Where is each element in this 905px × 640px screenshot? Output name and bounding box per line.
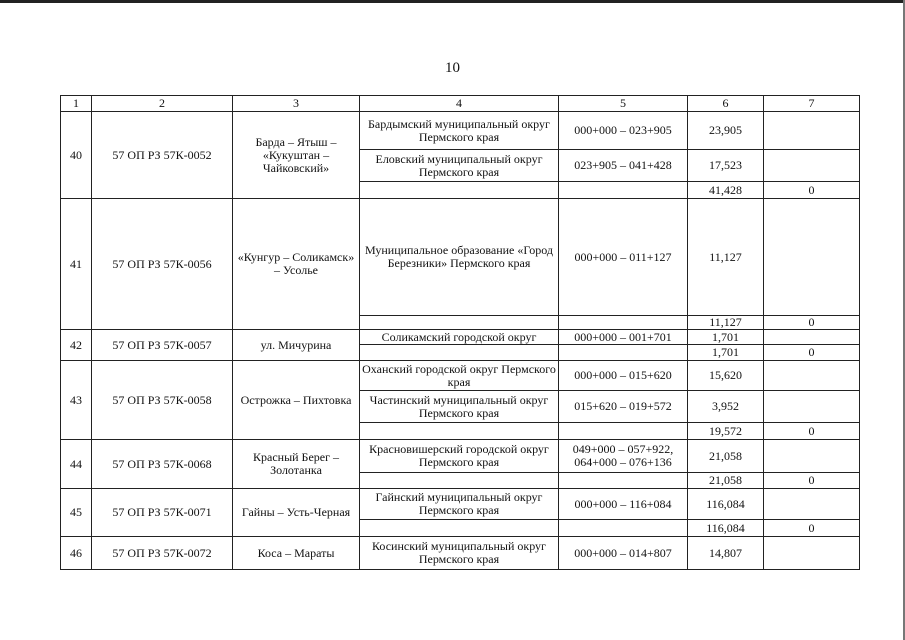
km-range: 000+000 – 116+084 xyxy=(559,489,688,520)
column-7-value xyxy=(764,537,860,570)
road-name: Гайны – Усть-Черная xyxy=(233,489,360,537)
entry-number: 41 xyxy=(61,199,92,330)
segment-length: 14,807 xyxy=(688,537,764,570)
total-km-blank xyxy=(559,345,688,361)
col-header-3: 3 xyxy=(233,96,360,112)
total-length: 1,701 xyxy=(688,345,764,361)
total-district-blank xyxy=(360,423,559,440)
total-district-blank xyxy=(360,520,559,537)
district: Красновишерский городской округ Пермского края xyxy=(360,440,559,473)
column-7-value xyxy=(764,330,860,345)
entry-number: 44 xyxy=(61,440,92,489)
segment-length: 11,127 xyxy=(688,199,764,316)
total-district-blank xyxy=(360,345,559,361)
road-name: Барда – Ятыш – «Кукуштан – Чайковский» xyxy=(233,112,360,199)
total-km-blank xyxy=(559,182,688,199)
km-range: 000+000 – 001+701 xyxy=(559,330,688,345)
col-header-2: 2 xyxy=(92,96,233,112)
table-row xyxy=(61,440,860,473)
road-name: Коса – Мараты xyxy=(233,537,360,570)
total-length: 21,058 xyxy=(688,473,764,489)
roads-register-table xyxy=(60,95,860,570)
km-range: 000+000 – 011+127 xyxy=(559,199,688,316)
district: Муниципальное образование «Город Березники» Пермского края xyxy=(360,199,559,316)
table-row xyxy=(61,112,860,150)
km-range: 015+620 – 019+572 xyxy=(559,391,688,423)
segment-length: 3,952 xyxy=(688,391,764,423)
column-7-value xyxy=(764,361,860,391)
column-7-value xyxy=(764,391,860,423)
segment-length: 15,620 xyxy=(688,361,764,391)
table-row xyxy=(61,199,860,316)
road-code: 57 ОП РЗ 57К-0052 xyxy=(92,112,233,199)
table-row xyxy=(61,330,860,345)
district: Косинский муниципальный округ Пермского края xyxy=(360,537,559,570)
road-name: ул. Мичурина xyxy=(233,330,360,361)
column-7-value xyxy=(764,199,860,316)
total-column-7: 0 xyxy=(764,520,860,537)
scan-top-edge xyxy=(0,0,905,3)
total-km-blank xyxy=(559,423,688,440)
total-length: 19,572 xyxy=(688,423,764,440)
km-range: 023+905 – 041+428 xyxy=(559,150,688,182)
total-length: 41,428 xyxy=(688,182,764,199)
total-column-7: 0 xyxy=(764,473,860,489)
km-range: 049+000 – 057+922, 064+000 – 076+136 xyxy=(559,440,688,473)
segment-length: 1,701 xyxy=(688,330,764,345)
district: Частинский муниципальный округ Пермского края xyxy=(360,391,559,423)
road-code: 57 ОП РЗ 57К-0056 xyxy=(92,199,233,330)
district: Еловский муниципальный округ Пермского края xyxy=(360,150,559,182)
km-range: 000+000 – 015+620 xyxy=(559,361,688,391)
entry-number: 45 xyxy=(61,489,92,537)
district: Бардымский муниципальный округ Пермского края xyxy=(360,112,559,150)
entry-number: 40 xyxy=(61,112,92,199)
column-7-value xyxy=(764,150,860,182)
road-code: 57 ОП РЗ 57К-0057 xyxy=(92,330,233,361)
entry-number: 46 xyxy=(61,537,92,570)
table-row xyxy=(61,537,860,570)
column-number-row xyxy=(61,96,860,112)
total-km-blank xyxy=(559,316,688,330)
segment-length: 23,905 xyxy=(688,112,764,150)
total-district-blank xyxy=(360,473,559,489)
road-name: Острожка – Пихтовка xyxy=(233,361,360,440)
entry-number: 43 xyxy=(61,361,92,440)
total-column-7: 0 xyxy=(764,423,860,440)
col-header-4: 4 xyxy=(360,96,559,112)
col-header-7: 7 xyxy=(764,96,860,112)
total-district-blank xyxy=(360,316,559,330)
total-length: 116,084 xyxy=(688,520,764,537)
km-range: 000+000 – 014+807 xyxy=(559,537,688,570)
total-length: 11,127 xyxy=(688,316,764,330)
road-name: Красный Берег – Золотанка xyxy=(233,440,360,489)
segment-length: 17,523 xyxy=(688,150,764,182)
km-range: 000+000 – 023+905 xyxy=(559,112,688,150)
road-code: 57 ОП РЗ 57К-0071 xyxy=(92,489,233,537)
road-code: 57 ОП РЗ 57К-0058 xyxy=(92,361,233,440)
total-column-7: 0 xyxy=(764,316,860,330)
total-km-blank xyxy=(559,520,688,537)
segment-length: 21,058 xyxy=(688,440,764,473)
page-number: 10 xyxy=(445,60,460,76)
column-7-value xyxy=(764,112,860,150)
col-header-5: 5 xyxy=(559,96,688,112)
total-column-7: 0 xyxy=(764,182,860,199)
road-name: «Кунгур – Соликамск» – Усолье xyxy=(233,199,360,330)
total-column-7: 0 xyxy=(764,345,860,361)
table-row xyxy=(61,361,860,391)
column-7-value xyxy=(764,489,860,520)
road-code: 57 ОП РЗ 57К-0068 xyxy=(92,440,233,489)
table-body xyxy=(61,112,860,570)
district: Соликамский городской округ xyxy=(360,330,559,345)
total-district-blank xyxy=(360,182,559,199)
district: Оханский городской округ Пермского края xyxy=(360,361,559,391)
table-row xyxy=(61,489,860,520)
segment-length: 116,084 xyxy=(688,489,764,520)
col-header-1: 1 xyxy=(61,96,92,112)
road-code: 57 ОП РЗ 57К-0072 xyxy=(92,537,233,570)
column-7-value xyxy=(764,440,860,473)
total-km-blank xyxy=(559,473,688,489)
entry-number: 42 xyxy=(61,330,92,361)
district: Гайнский муниципальный округ Пермского края xyxy=(360,489,559,520)
col-header-6: 6 xyxy=(688,96,764,112)
